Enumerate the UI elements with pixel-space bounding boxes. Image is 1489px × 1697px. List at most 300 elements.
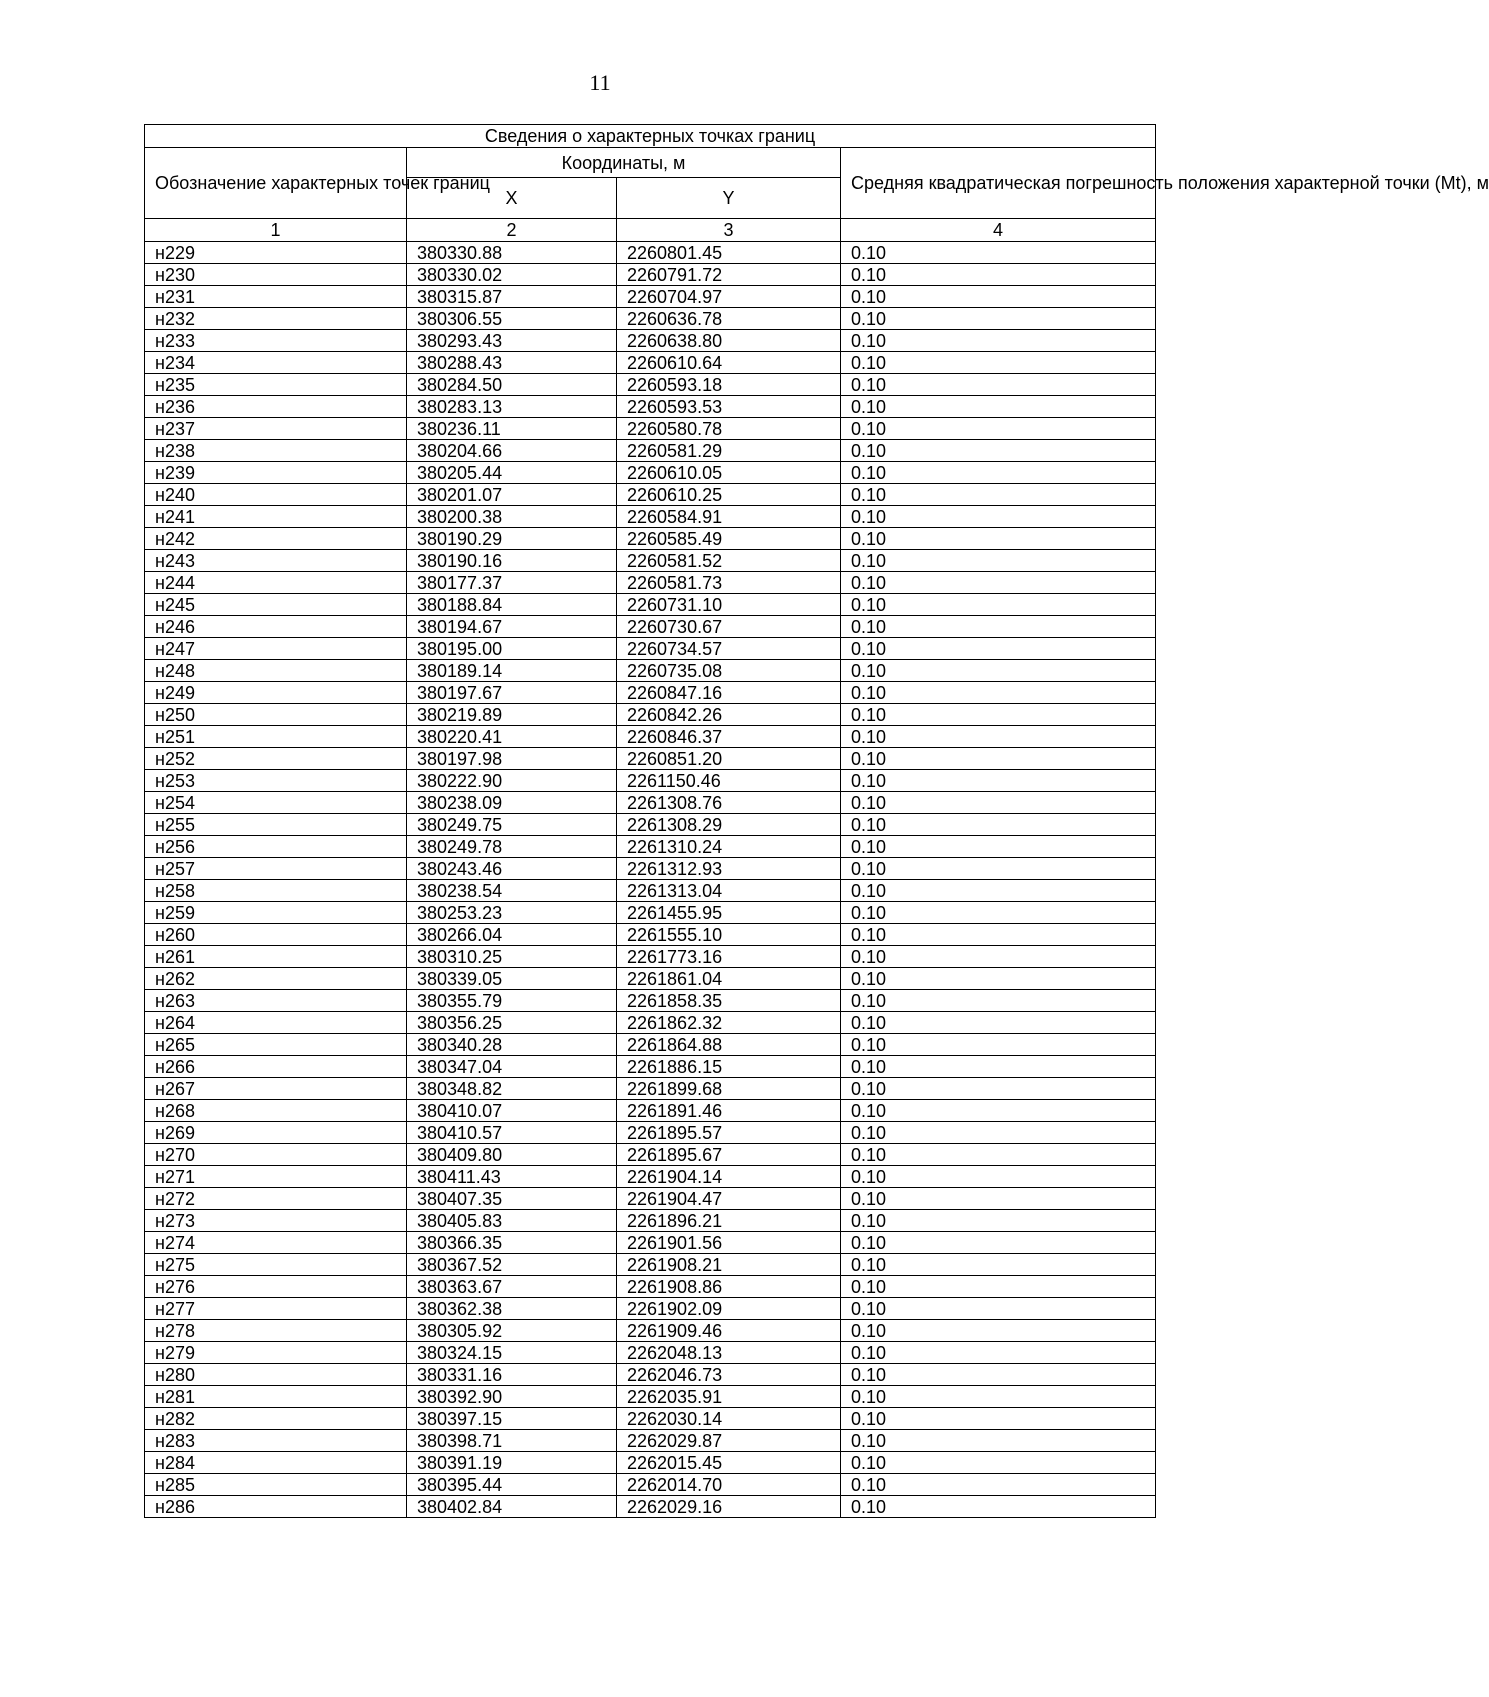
y-coordinate-cell: 2260610.25 (617, 484, 841, 506)
accuracy-cell: 0.10 (841, 1078, 1156, 1100)
point-name-cell: н282 (145, 1408, 407, 1430)
point-name-cell: н253 (145, 770, 407, 792)
table-row (145, 1452, 1156, 1474)
accuracy-cell: 0.10 (841, 528, 1156, 550)
y-coordinate-cell: 2262015.45 (617, 1452, 841, 1474)
y-coordinate-cell: 2262046.73 (617, 1364, 841, 1386)
accuracy-cell: 0.10 (841, 1254, 1156, 1276)
x-coordinate-cell: 380409.80 (407, 1144, 617, 1166)
table-row (145, 264, 1156, 286)
accuracy-cell: 0.10 (841, 286, 1156, 308)
point-name-cell: н283 (145, 1430, 407, 1452)
accuracy-cell: 0.10 (841, 352, 1156, 374)
x-coordinate-cell: 380405.83 (407, 1210, 617, 1232)
accuracy-cell: 0.10 (841, 462, 1156, 484)
accuracy-cell: 0.10 (841, 748, 1156, 770)
table-row (145, 726, 1156, 748)
boundary-points-table (144, 124, 1489, 1518)
accuracy-cell: 0.10 (841, 1496, 1156, 1518)
table-row (145, 418, 1156, 440)
table-row (145, 638, 1156, 660)
y-coordinate-cell: 2262048.13 (617, 1342, 841, 1364)
accuracy-cell: 0.10 (841, 616, 1156, 638)
x-coordinate-cell: 380355.79 (407, 990, 617, 1012)
table-row (145, 1320, 1156, 1342)
accuracy-cell: 0.10 (841, 682, 1156, 704)
point-name-cell: н239 (145, 462, 407, 484)
table-row (145, 924, 1156, 946)
accuracy-cell: 0.10 (841, 1012, 1156, 1034)
table-row (145, 1100, 1156, 1122)
accuracy-cell: 0.10 (841, 264, 1156, 286)
x-coordinate-cell: 380397.15 (407, 1408, 617, 1430)
point-name-cell: н230 (145, 264, 407, 286)
accuracy-cell: 0.10 (841, 550, 1156, 572)
accuracy-cell: 0.10 (841, 1474, 1156, 1496)
table-row (145, 836, 1156, 858)
x-coordinate-cell: 380347.04 (407, 1056, 617, 1078)
table-row (145, 528, 1156, 550)
table-row (145, 1210, 1156, 1232)
point-name-cell: н238 (145, 440, 407, 462)
x-coordinate-cell: 380189.14 (407, 660, 617, 682)
x-coordinate-cell: 380288.43 (407, 352, 617, 374)
point-name-cell: н278 (145, 1320, 407, 1342)
point-name-cell: н243 (145, 550, 407, 572)
x-coordinate-cell: 380391.19 (407, 1452, 617, 1474)
x-coordinate-cell: 380331.16 (407, 1364, 617, 1386)
table-row (145, 286, 1156, 308)
table-row (145, 1496, 1156, 1518)
accuracy-cell: 0.10 (841, 572, 1156, 594)
table-row (145, 946, 1156, 968)
point-name-cell: н284 (145, 1452, 407, 1474)
table-row (145, 1232, 1156, 1254)
y-coordinate-cell: 2261901.56 (617, 1232, 841, 1254)
point-name-cell: н229 (145, 242, 407, 264)
point-name-cell: н233 (145, 330, 407, 352)
x-coordinate-cell: 380410.07 (407, 1100, 617, 1122)
point-name-cell: н234 (145, 352, 407, 374)
accuracy-cell: 0.10 (841, 946, 1156, 968)
header-y: Y (617, 178, 841, 219)
point-name-cell: н270 (145, 1144, 407, 1166)
table-row (145, 1254, 1156, 1276)
point-name-cell: н271 (145, 1166, 407, 1188)
accuracy-cell: 0.10 (841, 1364, 1156, 1386)
x-coordinate-cell: 380402.84 (407, 1496, 617, 1518)
table-row (145, 242, 1156, 264)
x-coordinate-cell: 380315.87 (407, 286, 617, 308)
table-row (145, 1012, 1156, 1034)
table-row (145, 374, 1156, 396)
table-row (145, 770, 1156, 792)
accuracy-cell: 0.10 (841, 1166, 1156, 1188)
y-coordinate-cell: 2261891.46 (617, 1100, 841, 1122)
point-name-cell: н280 (145, 1364, 407, 1386)
y-coordinate-cell: 2262035.91 (617, 1386, 841, 1408)
y-coordinate-cell: 2260636.78 (617, 308, 841, 330)
x-coordinate-cell: 380204.66 (407, 440, 617, 462)
accuracy-cell: 0.10 (841, 814, 1156, 836)
y-coordinate-cell: 2261902.09 (617, 1298, 841, 1320)
point-name-cell: н269 (145, 1122, 407, 1144)
x-coordinate-cell: 380362.38 (407, 1298, 617, 1320)
point-name-cell: н281 (145, 1386, 407, 1408)
accuracy-cell: 0.10 (841, 792, 1156, 814)
point-name-cell: н236 (145, 396, 407, 418)
y-coordinate-cell: 2261895.57 (617, 1122, 841, 1144)
point-name-cell: н245 (145, 594, 407, 616)
point-name-cell: н268 (145, 1100, 407, 1122)
y-coordinate-cell: 2260584.91 (617, 506, 841, 528)
column-number: 1 (145, 219, 407, 242)
y-coordinate-cell: 2261773.16 (617, 946, 841, 968)
column-number: 4 (841, 219, 1156, 242)
accuracy-cell: 0.10 (841, 374, 1156, 396)
x-coordinate-cell: 380305.92 (407, 1320, 617, 1342)
point-name-cell: н231 (145, 286, 407, 308)
header-x: X (407, 178, 617, 219)
table-row (145, 1034, 1156, 1056)
x-coordinate-cell: 380293.43 (407, 330, 617, 352)
y-coordinate-cell: 2260610.64 (617, 352, 841, 374)
y-coordinate-cell: 2261862.32 (617, 1012, 841, 1034)
y-coordinate-cell: 2261312.93 (617, 858, 841, 880)
x-coordinate-cell: 380411.43 (407, 1166, 617, 1188)
point-name-cell: н263 (145, 990, 407, 1012)
point-name-cell: н266 (145, 1056, 407, 1078)
header-designation: Обозначение характерных точек границ (145, 148, 407, 219)
x-coordinate-cell: 380238.09 (407, 792, 617, 814)
point-name-cell: н257 (145, 858, 407, 880)
table-row (145, 660, 1156, 682)
point-name-cell: н277 (145, 1298, 407, 1320)
x-coordinate-cell: 380410.57 (407, 1122, 617, 1144)
table-caption: Сведения о характерных точках границ (145, 125, 1156, 148)
x-coordinate-cell: 380205.44 (407, 462, 617, 484)
x-coordinate-cell: 380266.04 (407, 924, 617, 946)
x-coordinate-cell: 380197.98 (407, 748, 617, 770)
y-coordinate-cell: 2261313.04 (617, 880, 841, 902)
table-row (145, 1298, 1156, 1320)
x-coordinate-cell: 380306.55 (407, 308, 617, 330)
y-coordinate-cell: 2261886.15 (617, 1056, 841, 1078)
x-coordinate-cell: 380339.05 (407, 968, 617, 990)
x-coordinate-cell: 380356.25 (407, 1012, 617, 1034)
x-coordinate-cell: 380177.37 (407, 572, 617, 594)
accuracy-cell: 0.10 (841, 594, 1156, 616)
point-name-cell: н235 (145, 374, 407, 396)
table-row (145, 1474, 1156, 1496)
table-row (145, 902, 1156, 924)
accuracy-cell: 0.10 (841, 836, 1156, 858)
x-coordinate-cell: 380310.25 (407, 946, 617, 968)
x-coordinate-cell: 380190.16 (407, 550, 617, 572)
table-row (145, 1430, 1156, 1452)
y-coordinate-cell: 2260638.80 (617, 330, 841, 352)
accuracy-cell: 0.10 (841, 1386, 1156, 1408)
y-coordinate-cell: 2260581.73 (617, 572, 841, 594)
table-row (145, 1122, 1156, 1144)
table-row (145, 572, 1156, 594)
table-row (145, 330, 1156, 352)
y-coordinate-cell: 2260847.16 (617, 682, 841, 704)
accuracy-cell: 0.10 (841, 770, 1156, 792)
y-coordinate-cell: 2261861.04 (617, 968, 841, 990)
x-coordinate-cell: 380253.23 (407, 902, 617, 924)
table-row (145, 1386, 1156, 1408)
table-row (145, 462, 1156, 484)
y-coordinate-cell: 2260842.26 (617, 704, 841, 726)
y-coordinate-cell: 2261310.24 (617, 836, 841, 858)
accuracy-cell: 0.10 (841, 704, 1156, 726)
table-row (145, 1408, 1156, 1430)
accuracy-cell: 0.10 (841, 418, 1156, 440)
accuracy-cell: 0.10 (841, 1276, 1156, 1298)
y-coordinate-cell: 2261904.14 (617, 1166, 841, 1188)
accuracy-cell: 0.10 (841, 330, 1156, 352)
table-row (145, 1276, 1156, 1298)
point-name-cell: н246 (145, 616, 407, 638)
table-row (145, 880, 1156, 902)
y-coordinate-cell: 2260734.57 (617, 638, 841, 660)
header-coordinates: Координаты, м (407, 148, 841, 178)
table-row (145, 550, 1156, 572)
table-row (145, 594, 1156, 616)
y-coordinate-cell: 2260735.08 (617, 660, 841, 682)
table-row (145, 1166, 1156, 1188)
column-number: 3 (617, 219, 841, 242)
x-coordinate-cell: 380219.89 (407, 704, 617, 726)
table-row (145, 1056, 1156, 1078)
point-name-cell: н252 (145, 748, 407, 770)
y-coordinate-cell: 2260846.37 (617, 726, 841, 748)
x-coordinate-cell: 380243.46 (407, 858, 617, 880)
point-name-cell: н251 (145, 726, 407, 748)
accuracy-cell: 0.10 (841, 638, 1156, 660)
y-coordinate-cell: 2262029.87 (617, 1430, 841, 1452)
accuracy-cell: 0.10 (841, 1056, 1156, 1078)
accuracy-cell: 0.10 (841, 880, 1156, 902)
table-row (145, 1188, 1156, 1210)
table-row (145, 506, 1156, 528)
accuracy-cell: 0.10 (841, 968, 1156, 990)
point-name-cell: н285 (145, 1474, 407, 1496)
point-name-cell: н286 (145, 1496, 407, 1518)
point-name-cell: н273 (145, 1210, 407, 1232)
point-name-cell: н244 (145, 572, 407, 594)
table-row (145, 814, 1156, 836)
x-coordinate-cell: 380201.07 (407, 484, 617, 506)
point-name-cell: н262 (145, 968, 407, 990)
table-row (145, 682, 1156, 704)
x-coordinate-cell: 380283.13 (407, 396, 617, 418)
accuracy-cell: 0.10 (841, 484, 1156, 506)
y-coordinate-cell: 2261899.68 (617, 1078, 841, 1100)
x-coordinate-cell: 380194.67 (407, 616, 617, 638)
y-coordinate-cell: 2260801.45 (617, 242, 841, 264)
y-coordinate-cell: 2262014.70 (617, 1474, 841, 1496)
x-coordinate-cell: 380330.02 (407, 264, 617, 286)
accuracy-cell: 0.10 (841, 1144, 1156, 1166)
accuracy-cell: 0.10 (841, 1320, 1156, 1342)
y-coordinate-cell: 2260593.53 (617, 396, 841, 418)
accuracy-cell: 0.10 (841, 1122, 1156, 1144)
point-name-cell: н260 (145, 924, 407, 946)
x-coordinate-cell: 380197.67 (407, 682, 617, 704)
table-row (145, 748, 1156, 770)
header-accuracy: Средняя квадратическая погрешность положения характерной точки (Mt), м (841, 148, 1156, 219)
x-coordinate-cell: 380249.78 (407, 836, 617, 858)
table-row (145, 308, 1156, 330)
x-coordinate-cell: 380238.54 (407, 880, 617, 902)
accuracy-cell: 0.10 (841, 1342, 1156, 1364)
y-coordinate-cell: 2262029.16 (617, 1496, 841, 1518)
column-number: 2 (407, 219, 617, 242)
accuracy-cell: 0.10 (841, 858, 1156, 880)
point-name-cell: н272 (145, 1188, 407, 1210)
accuracy-cell: 0.10 (841, 660, 1156, 682)
table-row (145, 792, 1156, 814)
x-coordinate-cell: 380398.71 (407, 1430, 617, 1452)
accuracy-cell: 0.10 (841, 506, 1156, 528)
y-coordinate-cell: 2261864.88 (617, 1034, 841, 1056)
y-coordinate-cell: 2260585.49 (617, 528, 841, 550)
point-name-cell: н254 (145, 792, 407, 814)
accuracy-cell: 0.10 (841, 924, 1156, 946)
table-row (145, 1364, 1156, 1386)
y-coordinate-cell: 2261308.29 (617, 814, 841, 836)
table-row (145, 396, 1156, 418)
x-coordinate-cell: 380190.29 (407, 528, 617, 550)
page-number: 11 (589, 70, 611, 95)
x-coordinate-cell: 380222.90 (407, 770, 617, 792)
point-name-cell: н242 (145, 528, 407, 550)
table-row (145, 1342, 1156, 1364)
point-name-cell: н259 (145, 902, 407, 924)
x-coordinate-cell: 380200.38 (407, 506, 617, 528)
y-coordinate-cell: 2261308.76 (617, 792, 841, 814)
x-coordinate-cell: 380324.15 (407, 1342, 617, 1364)
x-coordinate-cell: 380236.11 (407, 418, 617, 440)
point-name-cell: н237 (145, 418, 407, 440)
point-name-cell: н249 (145, 682, 407, 704)
accuracy-cell: 0.10 (841, 242, 1156, 264)
y-coordinate-cell: 2260791.72 (617, 264, 841, 286)
table-row (145, 1144, 1156, 1166)
point-name-cell: н279 (145, 1342, 407, 1364)
x-coordinate-cell: 380284.50 (407, 374, 617, 396)
x-coordinate-cell: 380348.82 (407, 1078, 617, 1100)
y-coordinate-cell: 2260581.29 (617, 440, 841, 462)
accuracy-cell: 0.10 (841, 1452, 1156, 1474)
table-row (145, 704, 1156, 726)
y-coordinate-cell: 2261455.95 (617, 902, 841, 924)
y-coordinate-cell: 2261908.21 (617, 1254, 841, 1276)
accuracy-cell: 0.10 (841, 1210, 1156, 1232)
x-coordinate-cell: 380407.35 (407, 1188, 617, 1210)
table-row (145, 616, 1156, 638)
accuracy-cell: 0.10 (841, 1430, 1156, 1452)
y-coordinate-cell: 2260580.78 (617, 418, 841, 440)
y-coordinate-cell: 2261858.35 (617, 990, 841, 1012)
y-coordinate-cell: 2260593.18 (617, 374, 841, 396)
accuracy-cell: 0.10 (841, 1298, 1156, 1320)
y-coordinate-cell: 2260704.97 (617, 286, 841, 308)
accuracy-cell: 0.10 (841, 396, 1156, 418)
point-name-cell: н274 (145, 1232, 407, 1254)
y-coordinate-cell: 2261896.21 (617, 1210, 841, 1232)
y-coordinate-cell: 2262030.14 (617, 1408, 841, 1430)
x-coordinate-cell: 380249.75 (407, 814, 617, 836)
x-coordinate-cell: 380188.84 (407, 594, 617, 616)
x-coordinate-cell: 380395.44 (407, 1474, 617, 1496)
accuracy-cell: 0.10 (841, 726, 1156, 748)
y-coordinate-cell: 2261908.86 (617, 1276, 841, 1298)
x-coordinate-cell: 380367.52 (407, 1254, 617, 1276)
y-coordinate-cell: 2260581.52 (617, 550, 841, 572)
y-coordinate-cell: 2261904.47 (617, 1188, 841, 1210)
accuracy-cell: 0.10 (841, 1408, 1156, 1430)
accuracy-cell: 0.10 (841, 902, 1156, 924)
table-row (145, 1078, 1156, 1100)
accuracy-cell: 0.10 (841, 990, 1156, 1012)
y-coordinate-cell: 2261555.10 (617, 924, 841, 946)
point-name-cell: н248 (145, 660, 407, 682)
point-name-cell: н241 (145, 506, 407, 528)
y-coordinate-cell: 2261895.67 (617, 1144, 841, 1166)
accuracy-cell: 0.10 (841, 1034, 1156, 1056)
y-coordinate-cell: 2260851.20 (617, 748, 841, 770)
table-row (145, 484, 1156, 506)
point-name-cell: н276 (145, 1276, 407, 1298)
table-row (145, 858, 1156, 880)
point-name-cell: н258 (145, 880, 407, 902)
accuracy-cell: 0.10 (841, 440, 1156, 462)
y-coordinate-cell: 2261909.46 (617, 1320, 841, 1342)
point-name-cell: н256 (145, 836, 407, 858)
point-name-cell: н255 (145, 814, 407, 836)
point-name-cell: н264 (145, 1012, 407, 1034)
table-body (145, 242, 1156, 1518)
point-name-cell: н250 (145, 704, 407, 726)
x-coordinate-cell: 380220.41 (407, 726, 617, 748)
y-coordinate-cell: 2260731.10 (617, 594, 841, 616)
point-name-cell: н247 (145, 638, 407, 660)
table-row (145, 968, 1156, 990)
point-name-cell: н275 (145, 1254, 407, 1276)
table-row (145, 990, 1156, 1012)
y-coordinate-cell: 2260730.67 (617, 616, 841, 638)
accuracy-cell: 0.10 (841, 1188, 1156, 1210)
x-coordinate-cell: 380363.67 (407, 1276, 617, 1298)
point-name-cell: н261 (145, 946, 407, 968)
y-coordinate-cell: 2260610.05 (617, 462, 841, 484)
accuracy-cell: 0.10 (841, 1232, 1156, 1254)
point-name-cell: н232 (145, 308, 407, 330)
accuracy-cell: 0.10 (841, 308, 1156, 330)
table-row (145, 352, 1156, 374)
x-coordinate-cell: 380392.90 (407, 1386, 617, 1408)
point-name-cell: н240 (145, 484, 407, 506)
point-name-cell: н267 (145, 1078, 407, 1100)
x-coordinate-cell: 380340.28 (407, 1034, 617, 1056)
y-coordinate-cell: 2261150.46 (617, 770, 841, 792)
x-coordinate-cell: 380330.88 (407, 242, 617, 264)
x-coordinate-cell: 380366.35 (407, 1232, 617, 1254)
point-name-cell: н265 (145, 1034, 407, 1056)
